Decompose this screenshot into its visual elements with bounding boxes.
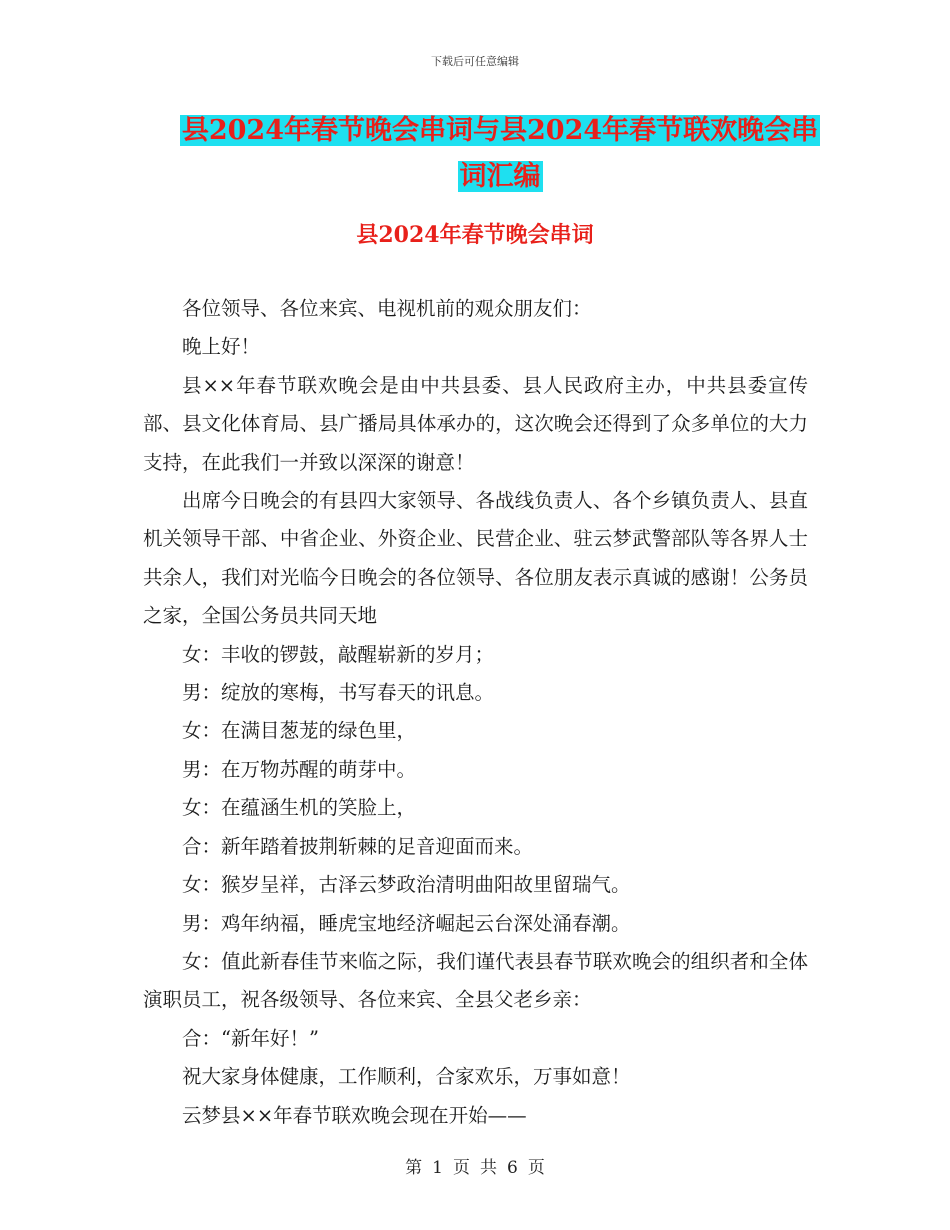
title-line-2: 词汇编 bbox=[459, 161, 541, 192]
footer-total-label: 共 bbox=[480, 1158, 497, 1178]
footer-page-number: 1 bbox=[432, 1158, 443, 1178]
paragraph: 男：绽放的寒梅，书写春天的讯息。 bbox=[182, 681, 495, 705]
footer-total-pages: 6 bbox=[507, 1158, 518, 1178]
paragraph: 合：“新年好！” bbox=[182, 1026, 319, 1050]
footer-suffix: 页 bbox=[527, 1158, 545, 1178]
section-title: 县2024年春节晚会串词 bbox=[356, 222, 594, 248]
title-line-1: 县2024年春节晚会串词与县2024年春节联欢晚会串 bbox=[181, 115, 819, 146]
paragraph: 女：在蕴涵生机的笑脸上， bbox=[182, 796, 417, 820]
paragraph: 女：猴岁呈祥，古泽云梦政治清明曲阳故里留瑞气。 bbox=[182, 873, 631, 897]
paragraph: 晚上好！ bbox=[182, 335, 261, 359]
paragraph: 各位领导、各位来宾、电视机前的观众朋友们： bbox=[182, 297, 592, 320]
paragraph: 男：鸡年纳福，睡虎宝地经济崛起云台深处涌春潮。 bbox=[182, 911, 631, 935]
paragraph: 女：在满目葱茏的绿色里， bbox=[182, 719, 417, 743]
paragraph: 祝大家身体健康，工作顺利，合家欢乐，万事如意！ bbox=[182, 1065, 631, 1089]
paragraph: 出席今日晚会的有县四大家领导、各战线负责人、各个乡镇负责人、县直机关领导干部、中省企业、外资企业、民营企业、驻云梦武警部队等各界人士共余人，我们对光临今日晚会的各位领导、各位朋友表示真诚的感谢！公务员之家，全国公务员共同天地 bbox=[143, 489, 808, 628]
footer-prefix: 第 bbox=[405, 1158, 423, 1178]
paragraph: 男：在万物苏醒的萌芽中。 bbox=[182, 757, 417, 781]
header-note: 下载后可任意编辑 bbox=[431, 55, 519, 68]
footer-page-label: 页 bbox=[453, 1158, 470, 1178]
paragraph: 女：丰收的锣鼓，敲醒崭新的岁月； bbox=[182, 642, 495, 666]
paragraph: 云梦县××年春节联欢晚会现在开始—— bbox=[182, 1103, 527, 1127]
document-body bbox=[143, 290, 808, 1135]
document-title bbox=[150, 108, 850, 200]
paragraph: 女：值此新春佳节来临之际，我们谨代表县春节联欢晚会的组织者和全体演职员工，祝各级领导、各位来宾、全县父老乡亲： bbox=[143, 949, 808, 1012]
page-footer bbox=[0, 1153, 950, 1178]
paragraph: 县××年春节联欢晚会是由中共县委、县人民政府主办，中共县委宣传部、县文化体育局、县广播局具体承办的，这次晚会还得到了众多单位的大力支持，在此我们一并致以深深的谢意！ bbox=[143, 373, 808, 474]
paragraph: 合：新年踏着披荆斩棘的足音迎面而来。 bbox=[182, 834, 534, 858]
